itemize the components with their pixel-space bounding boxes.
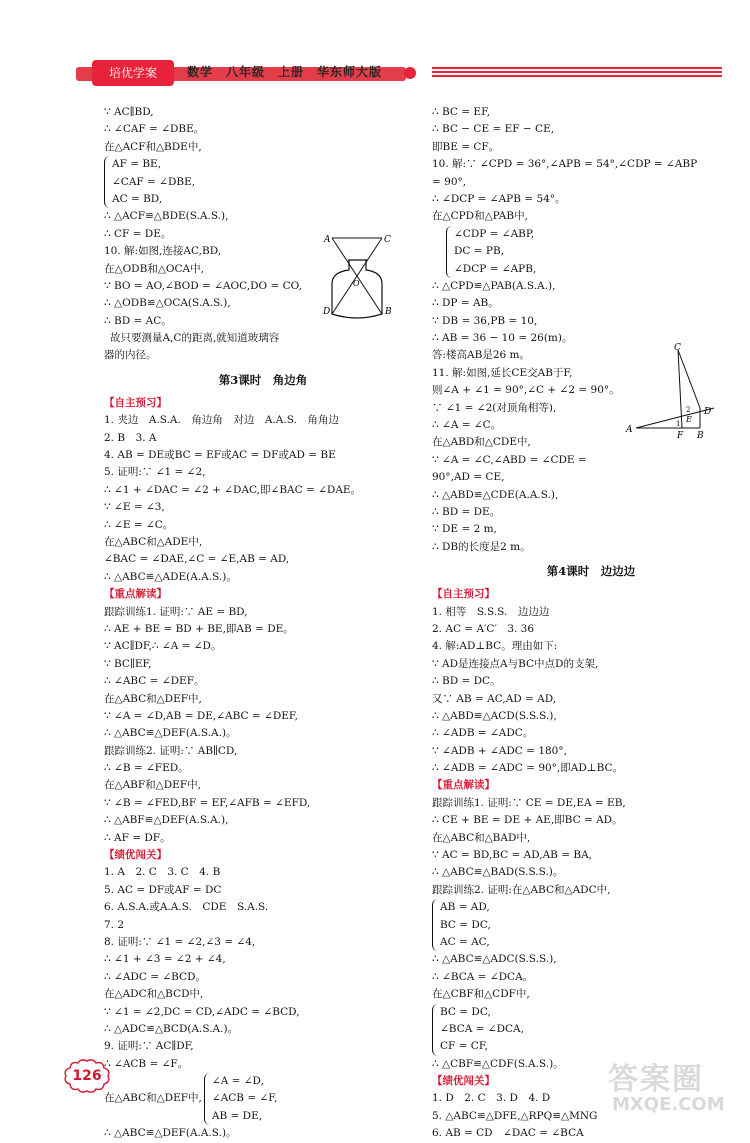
text-line: ∵ AC∥DF,∴ ∠A = ∠D。 [104, 640, 222, 653]
text-line: BC = DC, [440, 1005, 491, 1018]
section-tag: 【绩优闯关】 [432, 1075, 495, 1088]
text-line: DC = PB, [454, 245, 505, 258]
text-line: ∴ △ABD≌△ACD(S.S.S.), [432, 709, 557, 722]
lesson-title: 第4课时 边边边 [546, 564, 636, 579]
text-line: 在△ACF和△BDE中, [104, 140, 202, 153]
text-line: 在△CBF和△CDF中, [432, 988, 530, 1001]
text-line: ∴ AF = DF。 [104, 831, 171, 844]
text-line: ∠ACB = ∠F, [211, 1092, 278, 1105]
label-C: C [674, 343, 681, 353]
text-line: 1. 夹边 A.S.A. 角边角 对边 A.A.S. 角角边 [104, 414, 339, 427]
text-line: 故只要测量A,C的距离,就知道玻璃容 [110, 332, 280, 345]
right-column [432, 104, 750, 1143]
text-line: 4. AB = DE或BC = EF或AC = DF或AD = BE [104, 449, 336, 462]
text-line: ∴ DB的长度是2 m。 [432, 540, 531, 553]
text-line: 即BE = CF。 [432, 140, 500, 153]
text-line: 器的内径。 [104, 349, 157, 362]
text-line: ∴ DP = AB。 [432, 297, 499, 310]
section-tag: 【自主预习】 [104, 396, 167, 409]
text-line: ∠A = ∠D, [211, 1075, 264, 1088]
label-O: O [353, 279, 360, 288]
text-line: ∵ ∠1 = ∠2,DC = CD,∠ADC = ∠BCD, [104, 1005, 300, 1018]
text-line: AB = AD, [440, 901, 490, 914]
text-line: ∵ DB = 36,PB = 10, [432, 314, 538, 327]
text-line: 在△ADC和△BCD中, [104, 988, 204, 1001]
text-line: 在△ABC和△DEF中, [104, 1092, 202, 1105]
label-A: A [324, 235, 331, 245]
text-line: ∴ ∠BCA = ∠DCA。 [432, 970, 534, 983]
series-badge: 培优学案 [92, 60, 174, 86]
text-line: ∴ ∠1 + ∠3 = ∠2 + ∠4, [104, 953, 226, 966]
text-line: 在△ABD和△CDE中, [432, 436, 531, 449]
text-line: ∴ △ADC≌△BCD(A.S.A.)。 [104, 1022, 239, 1035]
text-line: 2. B 3. A [104, 431, 157, 444]
text-line: ∴ ∠CAF = ∠DBE。 [104, 123, 205, 136]
label-C: C [384, 235, 391, 245]
text-line: ∴ ∠1 + ∠DAC = ∠2 + ∠DAC,即∠BAC = ∠DAE。 [104, 483, 362, 496]
text-line: ∴ △ABC≌△BAD(S.S.S.)。 [432, 866, 564, 879]
text-line: ∴ ∠ADB = ∠ADC = 90°,即AD⊥BC。 [432, 762, 624, 775]
text-line: ∵ ∠ADB + ∠ADC = 180°, [432, 744, 567, 757]
text-line: 8. 证明:∵ ∠1 = ∠2,∠3 = ∠4, [104, 935, 256, 948]
text-line: ∴ △ODB≌△OCA(S.A.S.), [104, 297, 231, 310]
section-tag: 【重点解读】 [432, 779, 495, 792]
text-line: ∵ ∠E = ∠3, [104, 501, 165, 514]
text-line: 6. AB = CD ∠DAC = ∠BCA [432, 1127, 584, 1140]
section-tag: 【重点解读】 [104, 588, 167, 601]
text-line: 跟踪训练2. 证明:∵ AB∥CD, [104, 744, 238, 757]
brace-group [446, 226, 750, 278]
page-number-text: 126 [72, 1068, 102, 1084]
text-line: ∵ BC∥EF, [104, 657, 152, 670]
page-number [62, 1058, 112, 1094]
brace-group [432, 899, 750, 951]
label-B: B [697, 431, 704, 441]
text-line: AF = BE, [112, 158, 162, 171]
brace-group [432, 1004, 750, 1056]
text-line: ∵ AD是连接点A与BC中点D的支架, [432, 657, 599, 670]
label-D: D [704, 407, 712, 417]
text-line: 5. 证明:∵ ∠1 = ∠2, [104, 466, 206, 479]
text-line: ∴ △ABF≌△DEF(A.S.A.), [104, 814, 229, 827]
text-line: 10. 解:∵ ∠CPD = 36°,∠APB = 54°,∠CDP = ∠ABP [432, 158, 698, 171]
label-A: A [626, 425, 633, 435]
text-line: 90°,AD = CE, [432, 471, 505, 484]
watermark-url: MXQE.COM [612, 1094, 725, 1115]
text-line: ∴ ∠A = ∠C。 [432, 419, 502, 432]
text-line: ∵ ∠A = ∠C,∠ABD = ∠CDE = [432, 453, 587, 466]
text-line: ∵ ∠A = ∠D,AB = DE,∠ABC = ∠DEF, [104, 709, 298, 722]
text-line: ∴ BD = AC。 [104, 314, 172, 327]
text-line: ∴ BC − CE = EF − CE, [432, 123, 555, 136]
page-header [62, 58, 732, 92]
label-angle-2: 2 [686, 406, 691, 414]
text-line: ∵ AC∥BD, [104, 106, 154, 118]
text-line: ∴ CE + BE = DE + AE,即BC = AD。 [432, 814, 623, 827]
text-line: 11. 解:如图,延长CE交AB于F, [432, 366, 573, 379]
text-line: BC = DC, [440, 918, 491, 931]
text-line: 5. AC = DF或AF = DC [104, 883, 222, 896]
text-line: = 90°, [432, 175, 467, 188]
text-line: 跟踪训练2. 证明:在△ABC和△ADC中, [432, 883, 611, 896]
text-line: ∠CAF = ∠DBE, [112, 175, 196, 188]
text-line: ∴ BD = DE。 [432, 505, 501, 518]
text-line: ∵ DE = 2 m, [432, 523, 497, 536]
text-line: AC = BD, [112, 192, 163, 205]
text-line: 7. 2 [104, 918, 125, 931]
text-line: ∴ △ABD≌△CDE(A.A.S.), [432, 488, 559, 501]
text-line: ∴ AB = 36 − 10 = 26(m)。 [432, 332, 573, 345]
text-line: 6. A.S.A.或A.A.S. CDE S.A.S. [104, 901, 269, 914]
text-line: ∠DCP = ∠APB, [454, 262, 537, 275]
text-line: ∵ ∠B = ∠FED,BF = EF,∠AFB = ∠EFD, [104, 796, 311, 809]
text-line: 5. △ABC≌△DFE,△RPQ≌△MNG [432, 1109, 598, 1122]
text-line: 9. 证明:∵ AC∥DF, [104, 1040, 194, 1053]
text-line: ∴ ∠ADB = ∠ADC。 [432, 727, 534, 740]
header-rule-lines [432, 67, 722, 81]
text-line: ∴ AE + BE = BD + BE,即AB = DE。 [104, 622, 294, 635]
text-line: ∵ BO = AO,∠BOD = ∠AOC,DO = CO, [104, 279, 302, 292]
lesson-title: 第3课时 角边角 [218, 372, 308, 387]
text-line: ∴ CF = DE。 [104, 227, 172, 240]
text-line: 在△ABC和△DEF中, [104, 692, 202, 705]
text-line: ∠BCA = ∠DCA, [440, 1022, 524, 1035]
label-angle-1: 1 [676, 420, 681, 428]
text-line: ∴ △ACF≌△BDE(S.A.S.), [104, 210, 229, 223]
text-line: 1. A 2. C 3. C 4. B [104, 866, 221, 879]
text-line: ∴ △CPD≌△PAB(A.S.A.), [432, 279, 556, 292]
text-line: ∠BAC = ∠DAE,∠C = ∠E,AB = AD, [104, 553, 290, 566]
header-dot [404, 67, 416, 79]
triangle-figure [622, 344, 722, 440]
label-E: E [686, 415, 692, 424]
text-line: 跟踪训练1. 证明:∵ CE = DE,EA = EB, [432, 796, 626, 809]
watermark-text: 答案圈 [608, 1062, 704, 1097]
text-line: ∴ BD = DC。 [432, 675, 501, 688]
watermark [608, 1054, 738, 1118]
text-line: ∴ ∠B = ∠FED。 [104, 762, 189, 775]
text-line: ∴ ∠E = ∠C。 [104, 518, 174, 531]
text-line: ∠CDP = ∠ABP, [454, 227, 535, 240]
text-line: CF = CF, [440, 1040, 488, 1053]
text-line: 在△ABC和△BAD中, [432, 831, 531, 844]
text-line: ∵ AC = BD,BC = AD,AB = BA, [432, 849, 592, 862]
text-line: 在△ODB和△OCA中, [104, 262, 204, 275]
text-line: 1. D 2. C 3. D 4. D [432, 1092, 551, 1105]
text-line: ∴ △ABC≌△ADC(S.S.S.), [432, 953, 557, 966]
glass-container-figure [322, 232, 394, 324]
text-line: 又∵ AB = AC,AD = AD, [432, 692, 557, 705]
label-F: F [677, 431, 684, 441]
text-line: ∴ ∠ACB = ∠F。 [104, 1057, 189, 1070]
text-line: ∴ △ABC≌△DEF(A.A.S.)。 [104, 1127, 237, 1140]
label-B: B [385, 307, 392, 317]
text-line: ∴ ∠ADC = ∠BCD。 [104, 970, 206, 983]
section-tag: 【绩优闯关】 [104, 849, 167, 862]
text-line: 1. 相等 S.S.S. 边边边 [432, 605, 550, 618]
text-line: 在△ABF和△DEF中, [104, 779, 201, 792]
text-line: 在△CPD和△PAB中, [432, 210, 528, 223]
book-title: 数学 八年级 上册 华东师大版 [187, 65, 383, 79]
text-line: AB = DE, [211, 1109, 263, 1122]
text-line: ∴ BC = EF, [432, 106, 491, 118]
text-line: ∴ △ABC≌△DEF(A.S.A.)。 [104, 727, 237, 740]
text-line: 则∠A + ∠1 = 90°,∠C + ∠2 = 90°。 [432, 384, 620, 397]
section-tag: 【自主预习】 [432, 588, 495, 601]
brace-group [204, 1073, 277, 1125]
text-line: ∴ ∠DCP = ∠APB = 54°。 [432, 192, 566, 205]
text-line: 答:楼高AB是26 m。 [432, 349, 530, 362]
text-line: 在△ABC和△ADE中, [104, 535, 203, 548]
brace-row [104, 1073, 422, 1125]
text-line: ∴ △CBF≌△CDF(S.A.S.)。 [432, 1057, 564, 1070]
text-line: 4. 解:AD⊥BC。理由如下: [432, 640, 558, 653]
text-line: ∵ ∠1 = ∠2(对顶角相等), [432, 401, 557, 414]
text-line: ∴ ∠ABC = ∠DEF。 [104, 675, 205, 688]
text-line: 跟踪训练1. 证明:∵ AE = BD, [104, 605, 248, 618]
text-line: 10. 解:如图,连接AC,BD, [104, 245, 222, 258]
text-line: 2. AC = A′C′ 3. 36 [432, 622, 535, 635]
text-line: AC = AC, [440, 935, 490, 948]
text-line: ∴ △ABC≌△ADE(A.A.S.)。 [104, 570, 237, 583]
brace-group [104, 156, 422, 208]
label-D: D [323, 307, 331, 317]
